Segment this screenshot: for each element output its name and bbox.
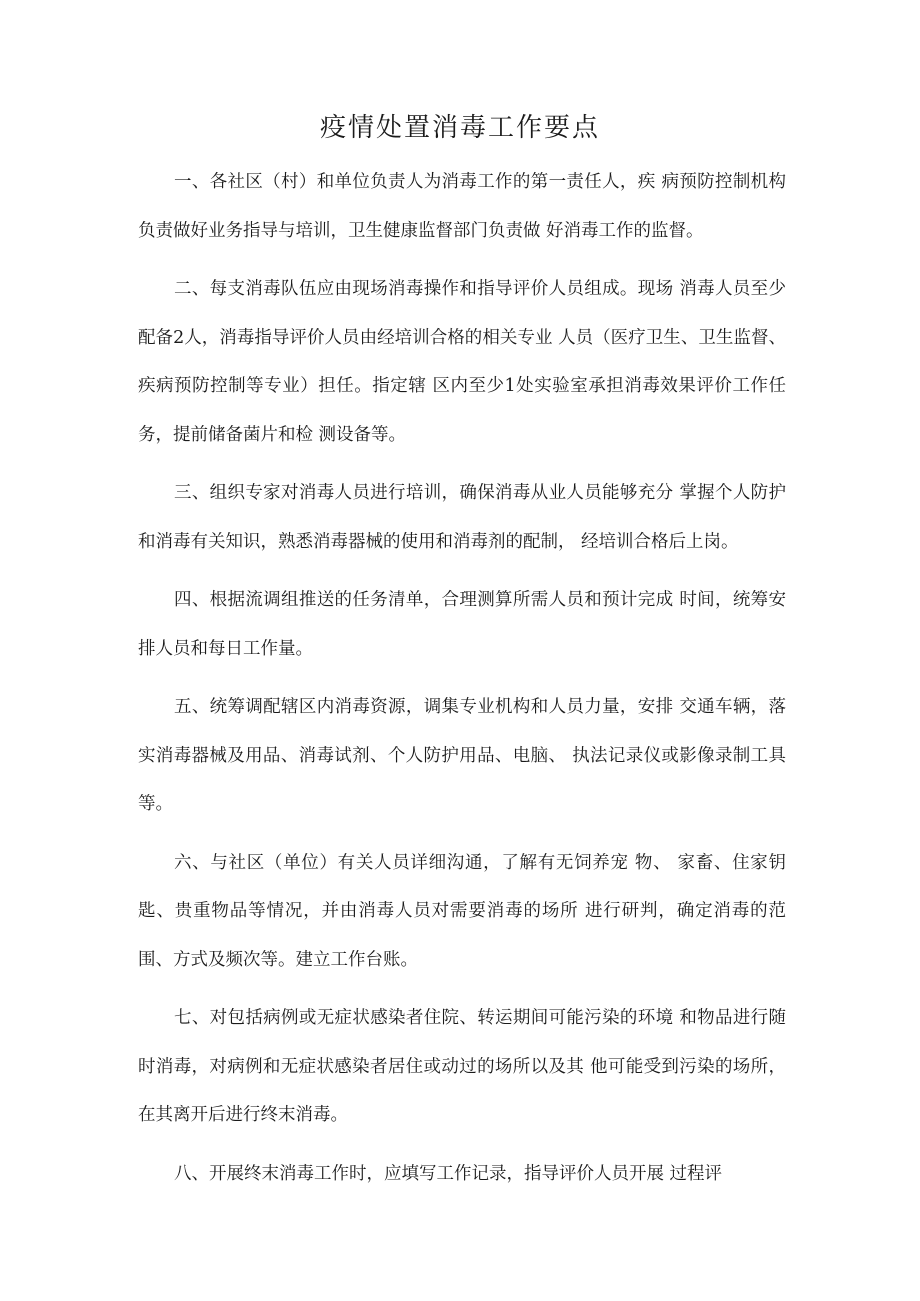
paragraph-1: 一、各社区（村）和单位负责人为消毒工作的第一责任人，疾 病预防控制机构负责做好业务指导与培训，卫生健康监督部门负责做 好消毒工作的监督。 bbox=[138, 172, 786, 241]
paragraph-6: 六、与社区（单位）有关人员详细沟通，了解有无饲养宠 物、 家畜、住家钥匙、贵重物品等情况，并由消毒人员对需要消毒的场所 进行研判，确定消毒的范围、方式及频次等。建立工作台账。 bbox=[138, 852, 786, 970]
paragraph-3: 三、组织专家对消毒人员进行培训，确保消毒从业人员能够充分 掌握个人防护和消毒有关知识，熟悉消毒器械的使用和消毒剂的配制， 经培训合格后上岗。 bbox=[138, 483, 786, 552]
paragraph-7: 七、对包括病例或无症状感染者住院、转运期间可能污染的环境 和物品进行随时消毒，对病例和无症状感染者居住或动过的场所以及其 他可能受到污染的场所，在其离开后进行终末消毒。 bbox=[138, 1008, 786, 1125]
paragraph-2: 二、每支消毒队伍应由现场消毒操作和指导评价人员组成。现场 消毒人员至少配备2人，消毒指导评价人员由经培训合格的相关专业 人员（医疗卫生、卫生监督、疾病预防控制等专业）担任。指定辖 区内至少1处实验室承担消毒效果评价工作任务，提前储备菌片和检 测设备等。 bbox=[138, 279, 786, 445]
paragraph-5: 五、统筹调配辖区内消毒资源，调集专业机构和人员力量，安排 交通车辆，落实消毒器械及用品、消毒试剂、个人防护用品、电脑、 执法记录仪或影像录制工具等。 bbox=[138, 697, 786, 814]
document-body bbox=[138, 158, 786, 1208]
paragraph-4: 四、根据流调组推送的任务清单，合理测算所需人员和预计完成 时间，统筹安排人员和每日工作量。 bbox=[138, 590, 786, 659]
document-title: 疫情处置消毒工作要点 bbox=[319, 113, 600, 143]
paragraph-8: 八、开展终末消毒工作时，应填写工作记录，指导评价人员开展 过程评 bbox=[174, 1163, 723, 1184]
